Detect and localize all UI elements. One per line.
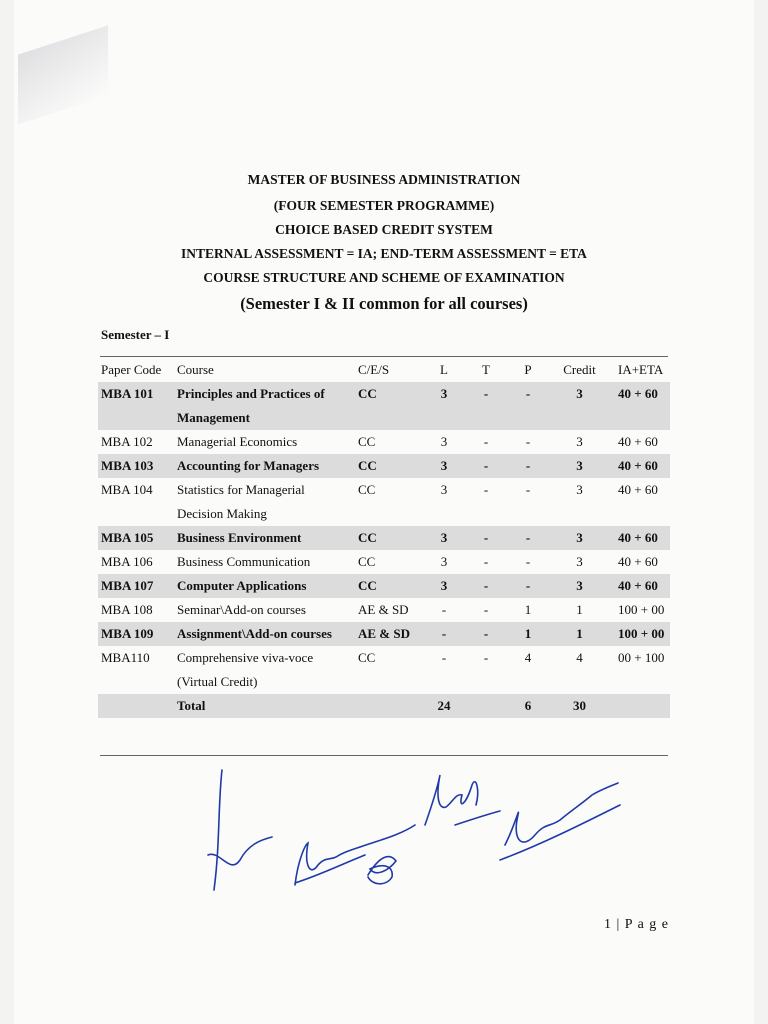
cell-ces: CC <box>355 382 423 430</box>
cell-l: 3 <box>423 382 465 430</box>
heading-subtitle: (Semester I & II common for all courses) <box>240 294 528 313</box>
cell-ia-eta: 100 + 00 <box>610 622 670 646</box>
table-row <box>98 526 670 550</box>
cell-t: - <box>465 574 507 598</box>
cell-credit: 4 <box>576 650 583 665</box>
semester-label: Semester – I <box>101 327 170 342</box>
cell-ia-eta: 40 + 60 <box>610 526 670 550</box>
cell-credit: 3 <box>549 526 610 550</box>
signatures <box>200 765 640 905</box>
cell-course-name: Comprehensive viva-voce (Virtual Credit) <box>177 650 314 689</box>
cell-credit: 3 <box>549 454 610 478</box>
cell-ia-eta: 00 + 100 <box>618 650 665 665</box>
header-p: P <box>524 362 532 377</box>
total-l: 24 <box>423 694 465 718</box>
heading-line-2: (FOUR SEMESTER PROGRAMME) <box>273 198 495 213</box>
table-row <box>98 430 670 454</box>
table-row <box>98 646 670 694</box>
cell-course-name: Assignment\Add-on courses <box>174 622 355 646</box>
cell-credit: 3 <box>576 482 583 497</box>
cell-p: - <box>525 434 531 449</box>
cell-p: - <box>507 454 549 478</box>
header-l: L <box>440 362 448 377</box>
table-row <box>98 454 670 478</box>
cell-ces: CC <box>355 526 423 550</box>
cell-course-name: Accounting for Managers <box>174 454 355 478</box>
cell-ces: CC <box>358 554 376 569</box>
cell-ia-eta: 100 + 00 <box>618 602 665 617</box>
cell-ces: AE & SD <box>355 622 423 646</box>
total-credit: 30 <box>549 694 610 718</box>
cell-p: 4 <box>524 650 532 665</box>
cell-t: - <box>465 454 507 478</box>
cell-p: 1 <box>507 622 549 646</box>
cell-paper-code: MBA 106 <box>101 554 153 569</box>
cell-t: - <box>483 602 489 617</box>
signature-4 <box>425 775 500 825</box>
table-bottom-rule <box>100 755 668 756</box>
cell-t: - <box>483 482 489 497</box>
cell-credit: 3 <box>576 554 583 569</box>
course-table <box>98 358 670 718</box>
cell-paper-code: MBA 109 <box>98 622 174 646</box>
header-ces: C/E/S <box>358 362 390 377</box>
cell-credit: 3 <box>549 574 610 598</box>
cell-t: - <box>465 382 507 430</box>
cell-t: - <box>483 554 489 569</box>
cell-p: - <box>507 574 549 598</box>
table-row <box>98 574 670 598</box>
heading-line-5: COURSE STRUCTURE AND SCHEME OF EXAMINATION <box>203 270 565 285</box>
cell-ces: CC <box>358 434 376 449</box>
heading-line-4: INTERNAL ASSESSMENT = IA; END-TERM ASSESSMENT = ETA <box>181 246 587 261</box>
cell-paper-code: MBA 108 <box>101 602 153 617</box>
cell-p: 1 <box>524 602 532 617</box>
cell-ces: CC <box>355 454 423 478</box>
cell-l: - <box>441 602 447 617</box>
cell-paper-code: MBA 102 <box>101 434 153 449</box>
table-row <box>98 598 670 622</box>
cell-course-name: Statistics for Managerial Decision Making <box>177 482 305 521</box>
header-credit: Credit <box>563 362 596 377</box>
cell-course-name: Principles and Practices of Management <box>174 382 355 430</box>
cell-l: 3 <box>423 574 465 598</box>
total-p: 6 <box>507 694 549 718</box>
cell-p: - <box>525 554 531 569</box>
cell-l: 3 <box>423 454 465 478</box>
cell-t: - <box>465 622 507 646</box>
page-number: 1 | P a g e <box>604 917 669 932</box>
total-row <box>98 694 670 718</box>
cell-l: - <box>423 622 465 646</box>
cell-credit: 3 <box>549 382 610 430</box>
signature-2 <box>295 843 365 885</box>
cell-credit: 3 <box>576 434 583 449</box>
cell-ces: CC <box>358 650 376 665</box>
cell-l: - <box>441 650 447 665</box>
signature-5 <box>500 783 620 860</box>
header-course: Course <box>177 362 214 377</box>
cell-paper-code: MBA 101 <box>98 382 174 430</box>
table-top-rule <box>100 356 668 357</box>
cell-paper-code: MBA 105 <box>98 526 174 550</box>
cell-ia-eta: 40 + 60 <box>610 454 670 478</box>
cell-paper-code: MBA 103 <box>98 454 174 478</box>
table-row <box>98 622 670 646</box>
cell-p: - <box>507 382 549 430</box>
signature-3 <box>360 825 415 884</box>
cell-p: - <box>507 526 549 550</box>
cell-course-name: Managerial Economics <box>177 434 298 449</box>
cell-p: - <box>525 482 531 497</box>
table-row <box>98 550 670 574</box>
cell-course-name: Seminar\Add-on courses <box>177 602 306 617</box>
cell-ia-eta: 40 + 60 <box>610 382 670 430</box>
cell-t: - <box>483 650 489 665</box>
cell-l: 3 <box>440 434 448 449</box>
cell-paper-code: MBA110 <box>101 650 150 665</box>
heading-line-1: MASTER OF BUSINESS ADMINISTRATION <box>247 172 521 187</box>
cell-ces: CC <box>355 574 423 598</box>
cell-credit: 1 <box>576 602 583 617</box>
cell-ces: CC <box>358 482 376 497</box>
table-header-row <box>98 358 670 382</box>
cell-ia-eta: 40 + 60 <box>618 482 658 497</box>
table-row <box>98 382 670 430</box>
cell-course-name: Computer Applications <box>174 574 355 598</box>
cell-ces: AE & SD <box>358 602 409 617</box>
header-paper-code: Paper Code <box>101 362 162 377</box>
header-t: T <box>482 362 490 377</box>
cell-l: 3 <box>440 482 448 497</box>
header-ia-eta: IA+ETA <box>618 362 664 377</box>
cell-t: - <box>483 434 489 449</box>
cell-ia-eta: 40 + 60 <box>610 574 670 598</box>
cell-paper-code: MBA 107 <box>98 574 174 598</box>
table-row <box>98 478 670 526</box>
signature-1 <box>208 770 272 890</box>
cell-credit: 1 <box>549 622 610 646</box>
cell-l: 3 <box>423 526 465 550</box>
cell-course-name: Business Communication <box>177 554 311 569</box>
cell-l: 3 <box>440 554 448 569</box>
cell-t: - <box>465 526 507 550</box>
cell-course-name: Business Environment <box>174 526 355 550</box>
cell-ia-eta: 40 + 60 <box>618 554 658 569</box>
total-label: Total <box>174 694 355 718</box>
heading-line-3: CHOICE BASED CREDIT SYSTEM <box>275 222 493 237</box>
cell-ia-eta: 40 + 60 <box>618 434 658 449</box>
cell-paper-code: MBA 104 <box>101 482 153 497</box>
